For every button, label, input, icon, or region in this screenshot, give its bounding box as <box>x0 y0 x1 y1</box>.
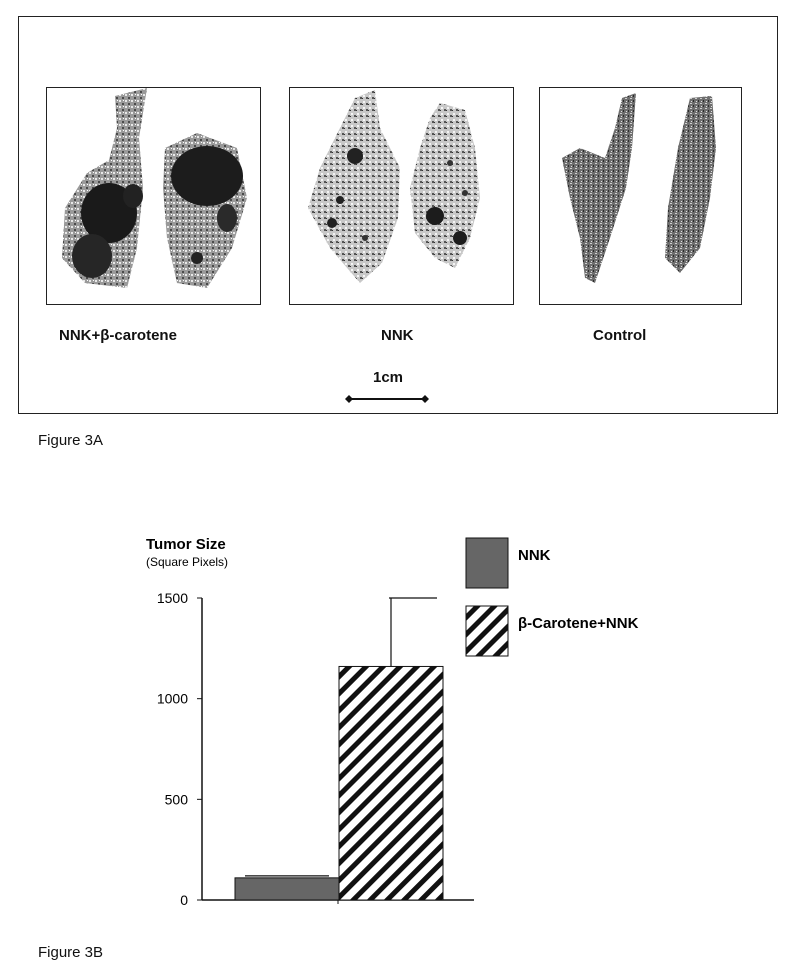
scale-bar-label: 1cm <box>373 369 404 386</box>
legend-label: β-Carotene+NNK <box>518 615 639 632</box>
y-tick-label: 0 <box>180 892 188 908</box>
tumor-size-bar-chart <box>0 520 800 940</box>
panel-label-nnk-beta-carotene: NNK+β-carotene <box>59 327 177 344</box>
legend-label: NNK <box>518 547 551 564</box>
legend-swatch <box>466 538 508 588</box>
y-tick-label: 1000 <box>156 690 188 707</box>
legend-swatch <box>466 606 508 656</box>
plot-area <box>157 590 474 908</box>
lung-image-nnk <box>289 87 514 305</box>
chart-legend <box>466 538 639 656</box>
y-tick-label: 1500 <box>156 590 188 606</box>
bar-carotene-nnk <box>339 666 443 900</box>
panel-label-control: Control <box>593 327 647 344</box>
figure-3b-caption: Figure 3B <box>38 944 104 961</box>
scale-bar <box>345 393 429 405</box>
bar-nnk <box>235 878 339 900</box>
chart-title: Tumor Size <box>146 536 226 553</box>
panel-label-nnk: NNK <box>381 327 414 344</box>
lung-image-nnk-beta-carotene <box>46 87 261 305</box>
y-tick-label: 500 <box>164 791 188 808</box>
figure-3a-frame <box>18 16 778 414</box>
figure-3a-caption: Figure 3A <box>38 432 104 449</box>
lung-image-control <box>539 87 742 305</box>
chart-subtitle: (Square Pixels) <box>146 555 229 569</box>
